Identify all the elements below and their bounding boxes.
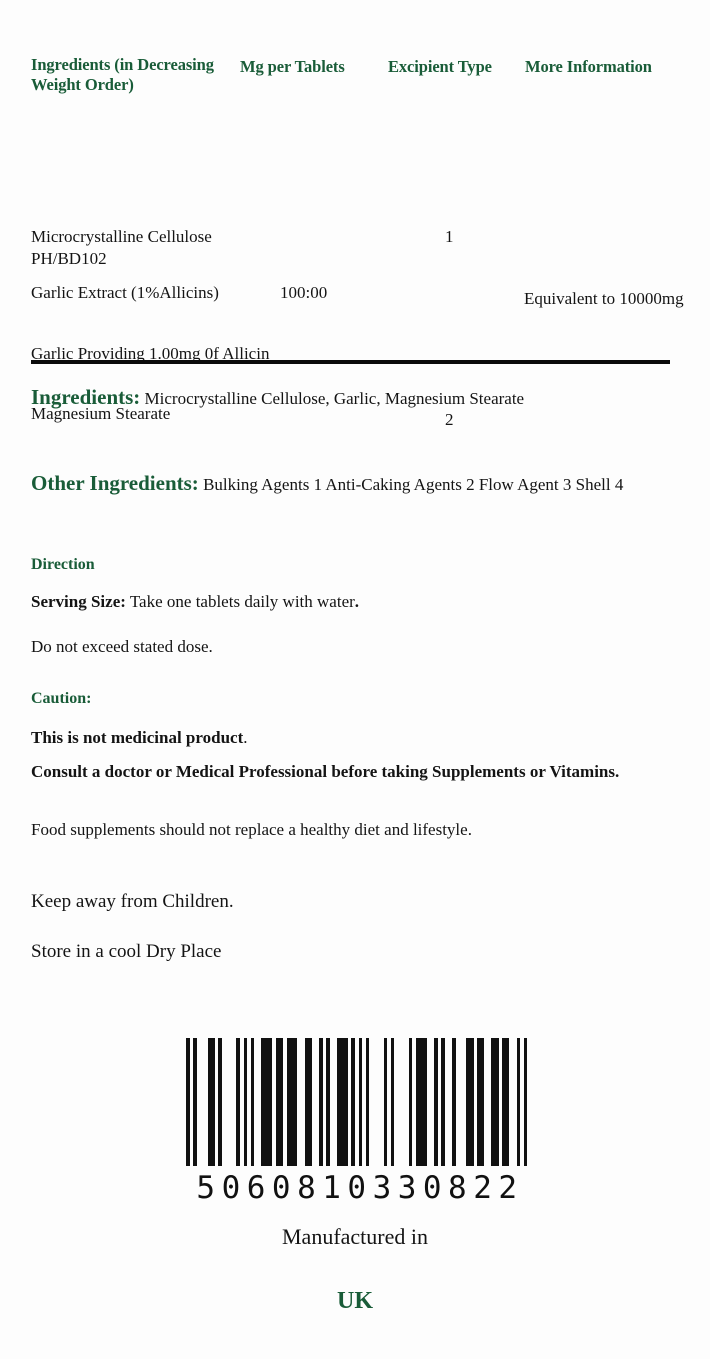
table-cell-mg-per-tablets: 100:00 bbox=[280, 283, 328, 302]
serving-size-period: . bbox=[354, 592, 360, 611]
keep-away-from-children-text: Keep away from Children. bbox=[31, 891, 234, 912]
other-ingredients-value: Bulking Agents 1 Anti-Caking Agents 2 Flow Agent 3 Shell 4 bbox=[203, 475, 624, 494]
serving-size-label: Serving Size: bbox=[31, 592, 126, 611]
caution-line-1-bold: This is not medicinal product bbox=[31, 728, 244, 747]
store-in-cool-dry-place-text: Store in a cool Dry Place bbox=[31, 941, 222, 962]
ingredients-summary-label: Ingredients: bbox=[31, 385, 141, 409]
table-row: Garlic Providing 1.00mg 0f Allicin bbox=[31, 344, 270, 363]
table-row: Microcrystalline Cellulose PH/BD102 bbox=[31, 227, 212, 268]
column-header-excipient-type: Excipient Type bbox=[388, 57, 492, 76]
direction-heading: Direction bbox=[31, 556, 95, 573]
serving-size-value: Take one tablets daily with water bbox=[129, 592, 355, 611]
barcode bbox=[186, 1038, 528, 1206]
caution-line-1 bbox=[31, 726, 681, 749]
column-header-ingredients: Ingredients (in Decreasing Weight Order) bbox=[31, 55, 214, 94]
table-header-row bbox=[31, 55, 691, 133]
country-of-manufacture: UK bbox=[337, 1288, 373, 1314]
manufactured-in-text: Manufactured in bbox=[282, 1224, 428, 1249]
do-not-exceed-text: Do not exceed stated dose. bbox=[31, 637, 213, 656]
serving-size-line bbox=[31, 590, 681, 613]
ingredients-summary bbox=[31, 386, 681, 410]
table-cell-excipient-type: 1 bbox=[445, 227, 454, 246]
ingredients-summary-value: Microcrystalline Cellulose, Garlic, Magnesium Stearate bbox=[144, 389, 525, 408]
column-header-mg-per-tablets: Mg per Tablets bbox=[240, 57, 345, 76]
column-header-more-information: More Information bbox=[525, 57, 652, 76]
table-row: Garlic Extract (1%Allicins) bbox=[31, 283, 219, 302]
caution-heading: Caution: bbox=[31, 690, 92, 707]
other-ingredients-section bbox=[31, 464, 651, 504]
barcode-icon bbox=[186, 1038, 528, 1166]
barcode-digits: 5060810330822 bbox=[196, 1170, 524, 1206]
caution-line-3: Food supplements should not replace a healthy diet and lifestyle. bbox=[31, 820, 472, 839]
table-bottom-rule bbox=[31, 360, 670, 364]
table-cell-excipient-type: 2 bbox=[445, 410, 454, 429]
other-ingredients-label: Other Ingredients: bbox=[31, 471, 199, 495]
caution-line-2: Consult a doctor or Medical Professional before taking Supplements or Vitamins. bbox=[31, 762, 620, 781]
table-row: Magnesium Stearate bbox=[31, 404, 171, 423]
table-cell-more-information: Equivalent to 10000mg bbox=[524, 289, 684, 308]
caution-line-1-tail: . bbox=[243, 728, 248, 747]
